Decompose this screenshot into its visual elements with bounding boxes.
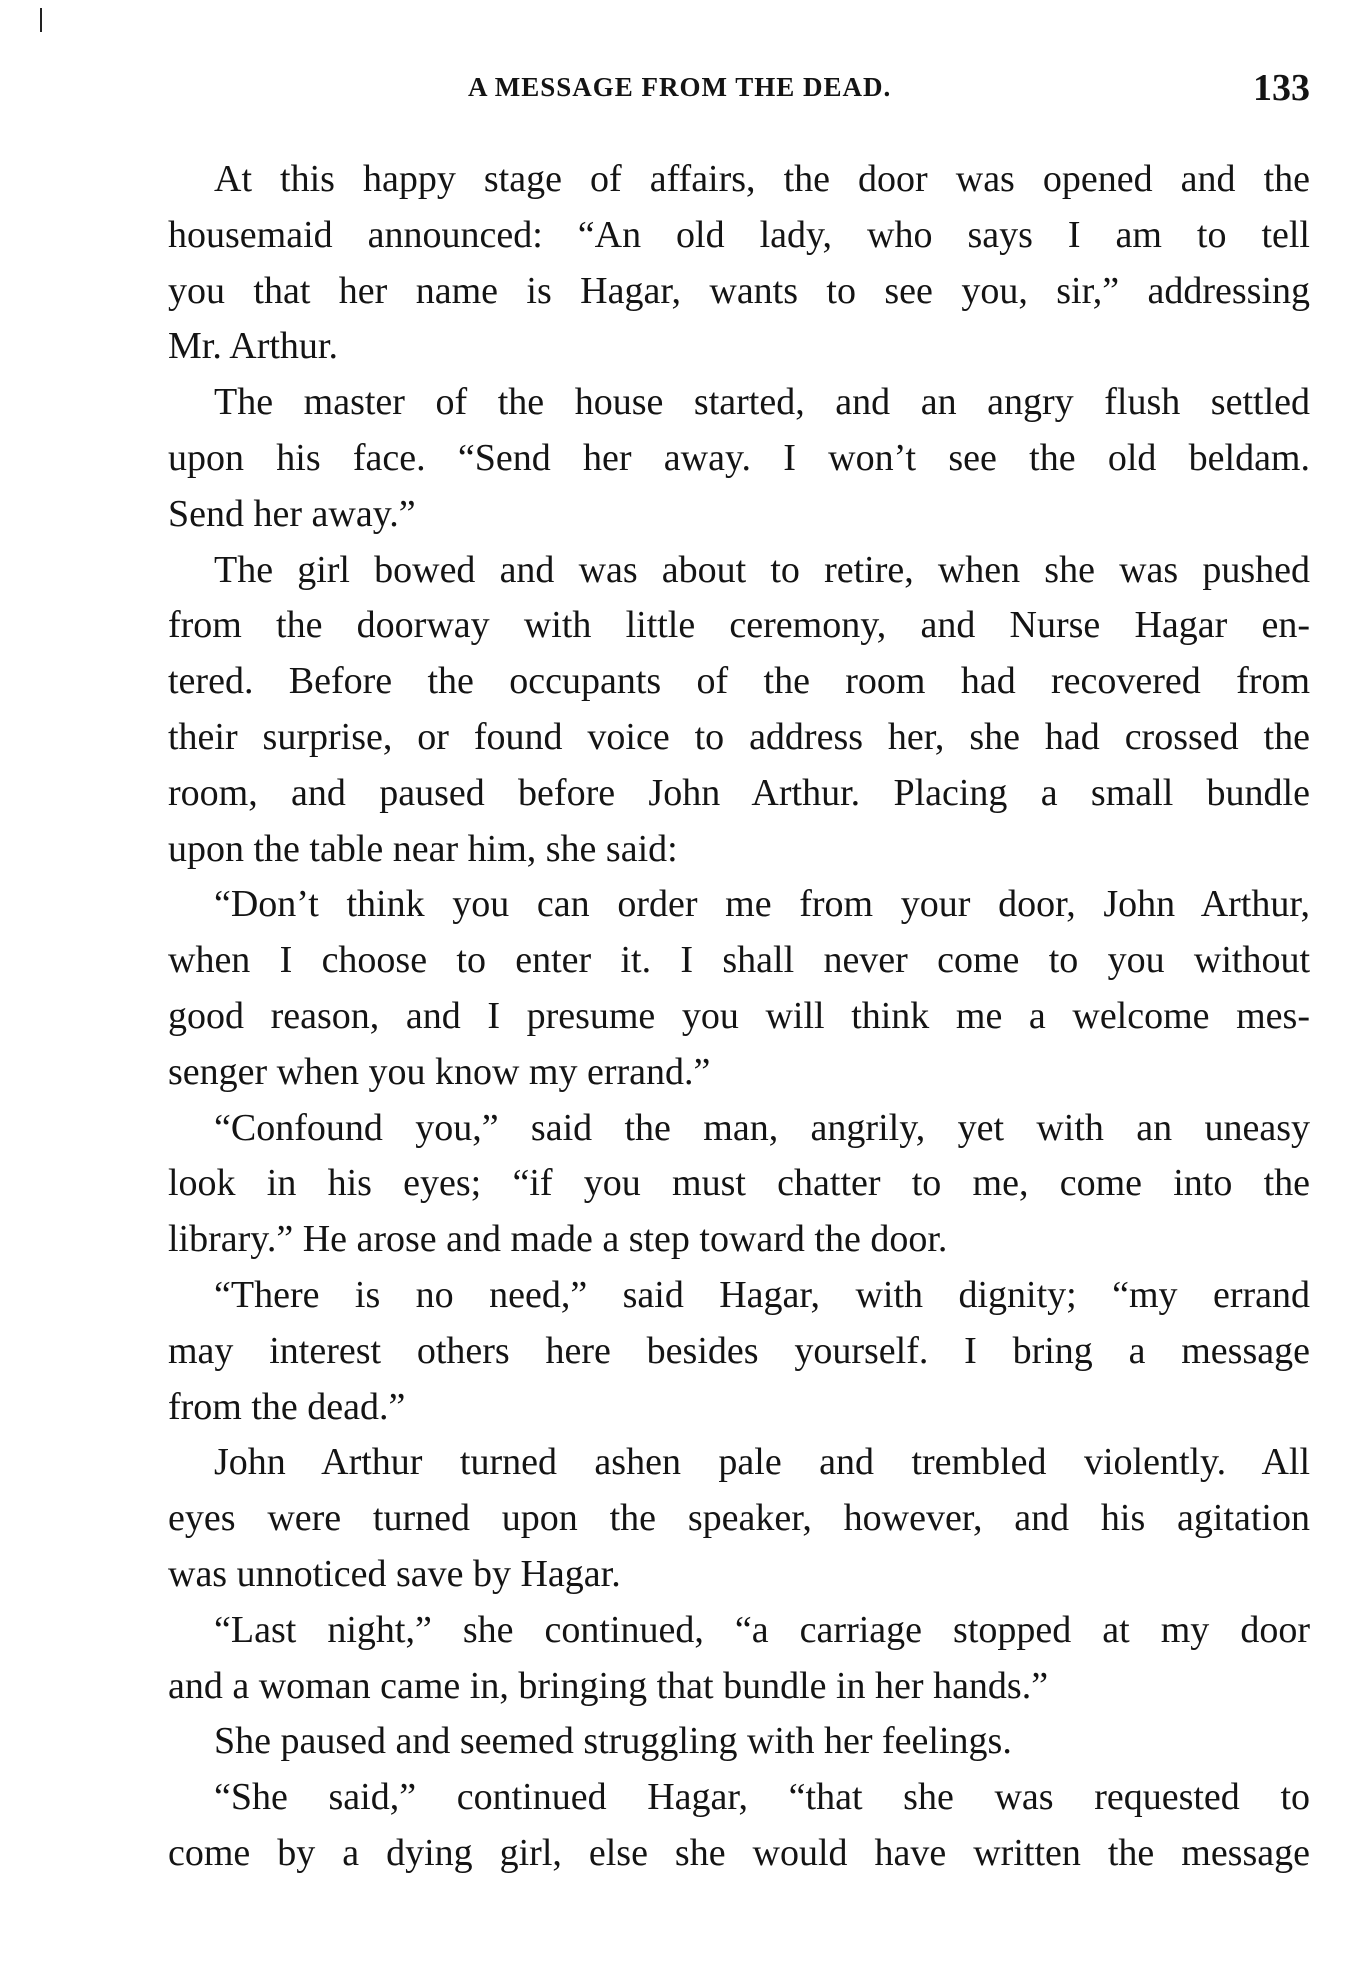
text-line: look in his eyes; “if you must chatter to me, come into the (168, 1162, 1310, 1205)
text-line: The master of the house started, and an angry flush settled (214, 381, 1310, 424)
text-line: Mr. Arthur. (168, 325, 338, 368)
text-line: Send her away.” (168, 492, 416, 535)
text-line: She paused and seemed struggling with her feelings. (214, 1720, 1012, 1763)
scan-edge-mark (40, 8, 42, 32)
text-line: from the doorway with little ceremony, and Nurse Hagar en- (168, 604, 1310, 647)
text-line: “Last night,” she continued, “a carriage stopped at my door (214, 1608, 1310, 1651)
text-line: “There is no need,” said Hagar, with dignity; “my errand (214, 1273, 1310, 1316)
text-line: At this happy stage of affairs, the door was opened and the (214, 158, 1310, 200)
text-line: and a woman came in, bringing that bundle in her hands.” (168, 1664, 1049, 1707)
text-line: was unnoticed save by Hagar. (168, 1552, 621, 1595)
text-line: The girl bowed and was about to retire, when she was pushed (214, 548, 1310, 591)
text-line: good reason, and I presume you will think me a welcome mes- (168, 994, 1310, 1037)
text-line: when I choose to enter it. I shall never come to you without (168, 939, 1310, 982)
text-line: eyes were turned upon the speaker, however, and his agitation (168, 1497, 1310, 1540)
running-title: A MESSAGE FROM THE DEAD. (468, 72, 892, 102)
text-line: housemaid announced: “An old lady, who says I am to tell (168, 213, 1310, 256)
text-line: “She said,” continued Hagar, “that she was requested to (214, 1776, 1310, 1819)
text-line: you that her name is Hagar, wants to see you, sir,” addressing (168, 269, 1310, 312)
text-line: senger when you know my errand.” (168, 1050, 711, 1093)
text-line: tered. Before the occupants of the room had recovered from (168, 660, 1310, 703)
text-line: their surprise, or found voice to address her, she had crossed the (168, 715, 1310, 758)
text-line: “Don’t think you can order me from your door, John Arthur, (214, 883, 1310, 926)
body-text (168, 152, 1310, 1882)
page-number: 133 (1253, 67, 1310, 109)
text-line: may interest others here besides yourself. I bring a message (168, 1329, 1310, 1372)
text-line: upon the table near him, she said: (168, 827, 678, 870)
running-head (168, 64, 1310, 124)
text-line: John Arthur turned ashen pale and trembled violently. All (214, 1441, 1310, 1484)
text-line: come by a dying girl, else she would have written the message (168, 1831, 1310, 1874)
text-line: room, and paused before John Arthur. Placing a small bundle (168, 771, 1310, 814)
text-line: “Confound you,” said the man, angrily, yet with an uneasy (214, 1106, 1310, 1149)
text-line: upon his face. “Send her away. I won’t see the old beldam. (168, 436, 1310, 479)
text-line: library.” He arose and made a step toward the door. (168, 1218, 948, 1261)
text-line: from the dead.” (168, 1385, 406, 1428)
